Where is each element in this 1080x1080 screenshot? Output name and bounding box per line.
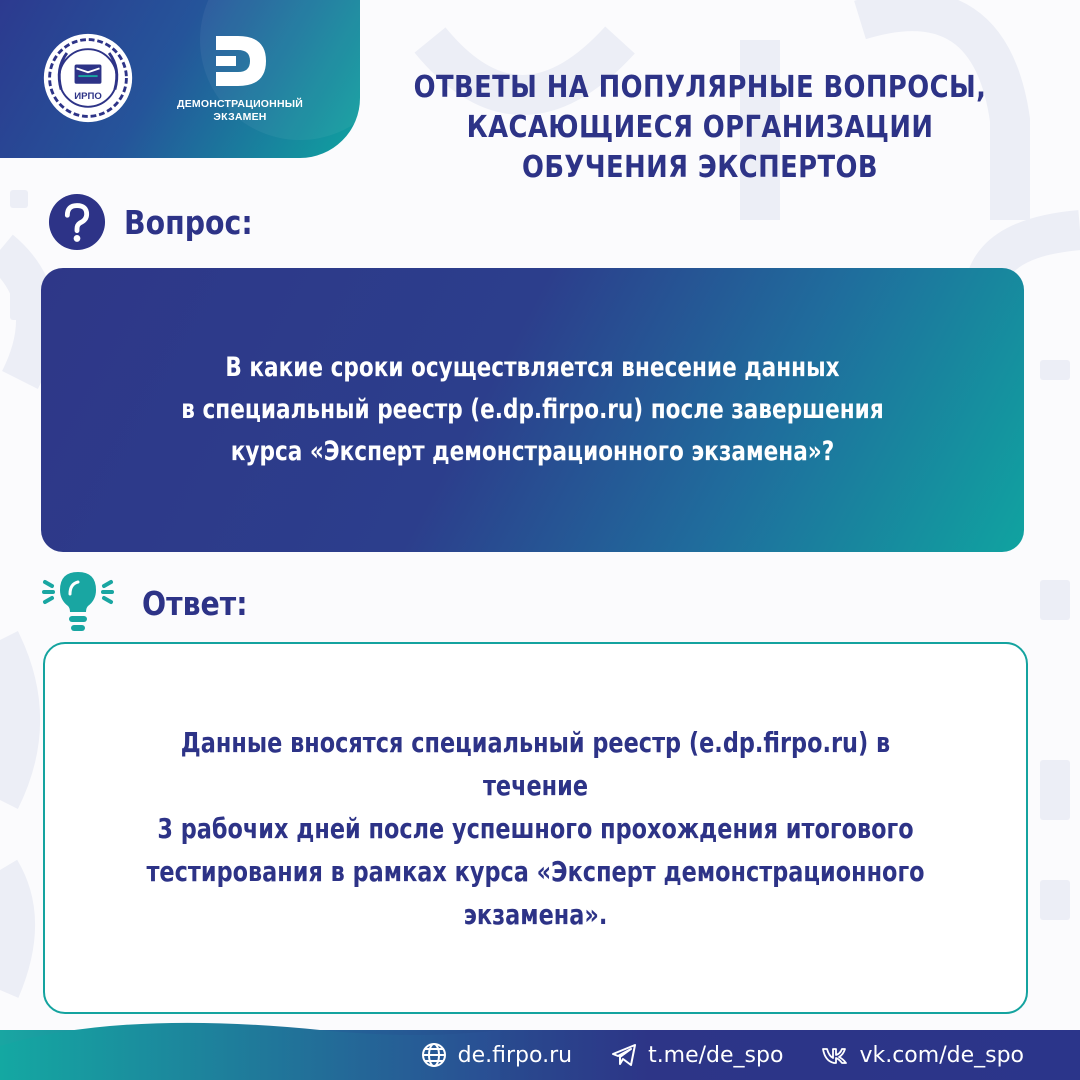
- answer-label: Ответ:: [142, 583, 248, 623]
- lightbulb-icon: [40, 568, 116, 638]
- question-icon: [48, 193, 106, 251]
- question-card: [41, 268, 1024, 552]
- footer-link-telegram[interactable]: [610, 1041, 783, 1069]
- de-logo-text: ДЕМОНСТРАЦИОННЫЙ ЭКЗАМЕН: [177, 98, 303, 123]
- telegram-icon: [610, 1041, 638, 1069]
- globe-icon: [420, 1041, 448, 1069]
- answer-card: [43, 642, 1028, 1014]
- page-title-line: КАСАЮЩИЕСЯ ОРГАНИЗАЦИИ: [466, 110, 934, 145]
- irpo-emblem-logo: [40, 30, 136, 126]
- footer-link-label: vk.com/de_spo: [859, 1042, 1024, 1068]
- footer-links: [420, 1030, 1024, 1080]
- footer-link-label: t.me/de_spo: [648, 1042, 784, 1068]
- page-title-line: ОТВЕТЫ НА ПОПУЛЯРНЫЕ ВОПРОСЫ,: [413, 70, 987, 105]
- question-label: Вопрос:: [124, 202, 253, 242]
- page-title: [408, 68, 993, 188]
- de-logo-mark-icon: [210, 32, 270, 90]
- de-logo: [160, 32, 320, 132]
- header-logo-panel: [0, 0, 360, 158]
- svg-text:ИРПО: ИРПО: [74, 91, 102, 103]
- vk-icon: [821, 1041, 849, 1069]
- question-heading: [48, 193, 274, 251]
- answer-heading: [40, 568, 265, 638]
- question-text: В какие сроки осуществляется внесение данных в специальный реестр (e.dp.firpo.ru) после завершения курса «Эксперт демонстрационного экзамена»?: [181, 352, 884, 467]
- page-title-line: ОБУЧЕНИЯ ЭКСПЕРТОВ: [521, 150, 879, 185]
- footer-link-label: de.firpo.ru: [457, 1042, 573, 1068]
- footer-link-website[interactable]: [420, 1041, 572, 1069]
- answer-text: Данные вносятся специальный реестр (e.dp.firpo.ru) в течение 3 рабочих дней после успешного прохождения итогового тестирования в рамках курса «Эксперт демонстрационного экзамена».: [146, 725, 925, 931]
- footer-link-vk[interactable]: [821, 1041, 1024, 1069]
